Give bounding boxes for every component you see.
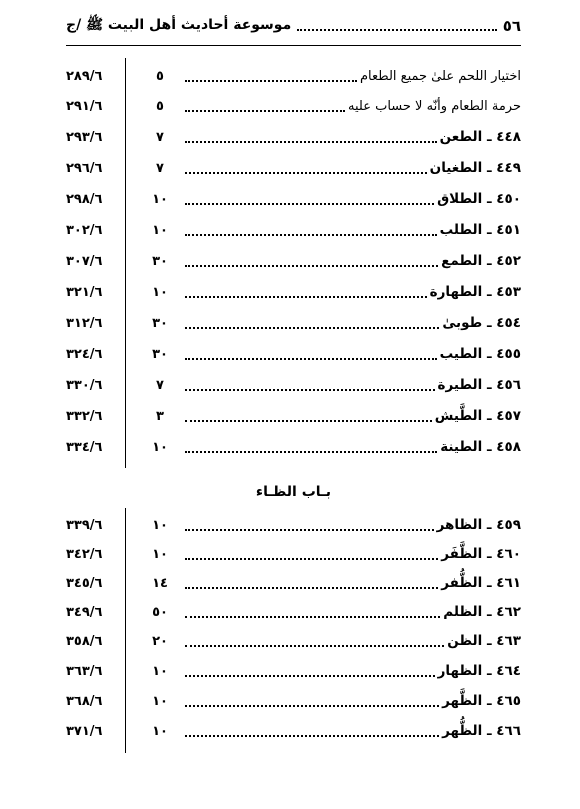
entry-reference: ٣١٢/٦ <box>66 315 103 331</box>
index-entry <box>66 343 521 365</box>
entry-title: ٤٥٣ ـ الطهارة <box>429 284 521 300</box>
index-entry <box>66 250 521 272</box>
entry-reference: ٣٤٩/٦ <box>66 604 103 620</box>
index-entry <box>66 572 521 594</box>
entry-count: ١٠ <box>152 723 168 739</box>
entry-reference: ٣٤٢/٦ <box>66 546 103 562</box>
dot-leader <box>185 726 439 737</box>
dot-leader <box>185 101 345 112</box>
entry-title: ٤٥٥ ـ الطيب <box>439 346 521 362</box>
index-entry <box>66 374 521 396</box>
entry-title: ٤٦٠ ـ الظَّفَر <box>441 546 521 562</box>
entry-count: ٥ <box>156 68 164 84</box>
entry-reference: ٣٤٥/٦ <box>66 575 103 591</box>
entry-count: ١٠ <box>152 222 168 238</box>
index-entry <box>66 660 521 682</box>
header-dot-leader <box>297 21 496 31</box>
entry-count: ٧ <box>156 160 164 176</box>
entry-count: ٣٠ <box>152 346 168 362</box>
entry-reference: ٣٣٩/٦ <box>66 517 103 533</box>
index-entry <box>66 312 521 334</box>
dot-leader <box>185 696 439 707</box>
entry-title: اختيار اللحم علىٰ جميع الطعام <box>360 68 521 84</box>
index-entry <box>66 126 521 148</box>
dot-leader <box>185 549 438 560</box>
dot-leader <box>185 607 440 618</box>
dot-leader <box>185 256 438 267</box>
index-entry <box>66 514 521 536</box>
entry-count: ٣٠ <box>152 253 168 269</box>
entry-reference: ٢٩١/٦ <box>66 98 103 114</box>
entry-reference: ٣٠٧/٦ <box>66 253 103 269</box>
entry-reference: ٣٣٠/٦ <box>66 377 103 393</box>
entry-count: ٧ <box>156 129 164 145</box>
index-entry <box>66 219 521 241</box>
dot-leader <box>185 225 437 236</box>
dot-leader <box>185 578 438 589</box>
index-entry <box>66 436 521 458</box>
entry-reference: ٣٣٢/٦ <box>66 408 103 424</box>
dot-leader <box>185 442 437 453</box>
entry-title: ٤٥٢ ـ الطمع <box>441 253 521 269</box>
index-entry <box>66 543 521 565</box>
index-entry <box>66 720 521 742</box>
entry-reference: ٣٢٤/٦ <box>66 346 103 362</box>
entry-reference: ٢٨٩/٦ <box>66 68 103 84</box>
entry-count: ٣ <box>156 408 164 424</box>
entry-count: ١٠ <box>152 546 168 562</box>
entry-title: ٤٥٠ ـ الطلاق <box>437 191 521 207</box>
index-entry <box>66 188 521 210</box>
entry-count: ١٠ <box>152 663 168 679</box>
entry-reference: ٣٣٤/٦ <box>66 439 103 455</box>
dot-leader <box>185 520 434 531</box>
entry-count: ١٠ <box>152 191 168 207</box>
index-entry <box>66 405 521 427</box>
entry-title: ٤٤٩ ـ الطغيان <box>429 160 521 176</box>
entry-reference: ٣٢١/٦ <box>66 284 103 300</box>
entry-title: ٤٥٦ ـ الطيرة <box>437 377 521 393</box>
entry-title: ٤٤٨ ـ الطعن <box>439 129 521 145</box>
dot-leader <box>185 318 439 329</box>
entry-title: ٤٦٥ ـ الظَّهر <box>442 693 521 709</box>
entry-title: ٤٥٩ ـ الظاهر <box>436 517 521 533</box>
entry-count: ١٠ <box>152 284 168 300</box>
entry-reference: ٢٩٣/٦ <box>66 129 103 145</box>
entry-reference: ٢٩٦/٦ <box>66 160 103 176</box>
entry-count: ١٤ <box>152 575 168 591</box>
entry-title: ٤٦٤ ـ الظهار <box>437 663 521 679</box>
entry-title: ٤٥٨ ـ الطينة <box>440 439 521 455</box>
dot-leader <box>185 287 427 298</box>
entry-count: ٧ <box>156 377 164 393</box>
entry-title: حرمة الطعام وأنّه لا حساب عليه <box>348 98 521 114</box>
header-rule <box>66 45 521 46</box>
index-entry <box>66 601 521 623</box>
entry-count: ٥٠ <box>152 604 168 620</box>
entry-count: ٣٠ <box>152 315 168 331</box>
dot-leader <box>185 666 435 677</box>
entry-title: ٤٥٧ ـ الطَّيش <box>434 408 521 424</box>
section-title: بـاب الظـاء <box>255 484 332 500</box>
entry-title: ٤٥١ ـ الطلب <box>439 222 521 238</box>
entry-title: ٤٦٣ ـ الظن <box>447 633 521 649</box>
entry-reference: ٣٠٢/٦ <box>66 222 103 238</box>
entry-reference: ٣٦٨/٦ <box>66 693 103 709</box>
index-entry <box>66 690 521 712</box>
index-entry <box>66 95 521 117</box>
entry-reference: ٢٩٨/٦ <box>66 191 103 207</box>
index-entry <box>66 157 521 179</box>
dot-leader <box>185 71 357 82</box>
index-entry <box>66 65 521 87</box>
entry-reference: ٣٧١/٦ <box>66 723 103 739</box>
dot-leader <box>185 636 444 647</box>
entry-reference: ٣٦٣/٦ <box>66 663 103 679</box>
entry-count: ١٠ <box>152 517 168 533</box>
entry-count: ١٠ <box>152 439 168 455</box>
page-number: ٥٦ <box>502 17 521 35</box>
entry-title: ٤٦٦ ـ الظُّهر <box>442 723 521 739</box>
entry-count: ١٠ <box>152 693 168 709</box>
page-header <box>66 12 521 40</box>
dot-leader <box>185 411 432 422</box>
entry-title: ٤٥٤ ـ طوبىٰ <box>442 315 521 331</box>
dot-leader <box>185 194 434 205</box>
entry-count: ٢٠ <box>152 633 168 649</box>
entry-count: ٥ <box>156 98 164 114</box>
dot-leader <box>185 349 437 360</box>
running-title: موسوعة أحاديث أهل البيت ﷺ /ج <box>66 17 292 33</box>
entry-title: ٤٦١ ـ الظُّفر <box>441 575 521 591</box>
dot-leader <box>185 163 427 174</box>
dot-leader <box>185 380 435 391</box>
entry-reference: ٣٥٨/٦ <box>66 633 103 649</box>
index-entry <box>66 281 521 303</box>
dot-leader <box>185 132 437 143</box>
entry-title: ٤٦٢ ـ الظلم <box>443 604 521 620</box>
index-entry <box>66 630 521 652</box>
